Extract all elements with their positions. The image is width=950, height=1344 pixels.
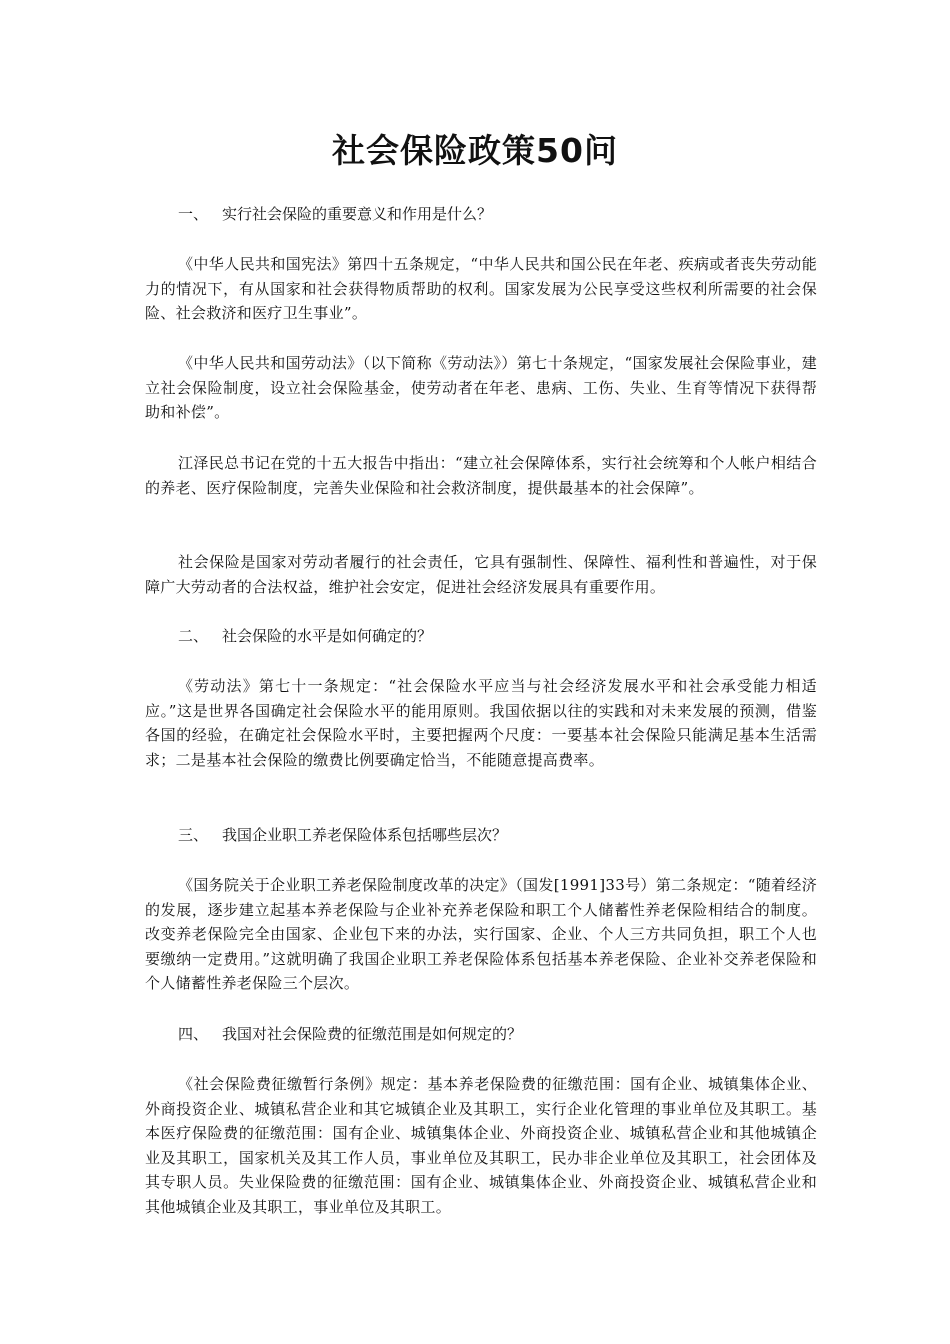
section-question: 我国对社会保险费的征缴范围是如何规定的？	[222, 1025, 523, 1043]
paragraph: 《国务院关于企业职工养老保险制度改革的决定》（国发[1991]33号）第二条规定：“随着经济的发展，逐步建立起基本养老保险与企业补充养老保险和职工个人储蓄性养老保险相结合的制度。改变养老保险完全由国家、企业包下来的办法，实行国家、企业、个人三方共同负担，职工个人也要缴纳一定费用。”这就明确了我国企业职工养老保险体系包括基本养老保险、企业补交养老保险和个人储蓄性养老保险三个层次。	[145, 876, 817, 992]
section-heading	[178, 1022, 522, 1046]
section-number: 二、	[178, 627, 209, 645]
paragraph: 《中华人民共和国劳动法》（以下简称《劳动法》）第七十条规定，“国家发展社会保险事业，建立社会保险制度，设立社会保险基金，使劳动者在年老、患病、工伤、失业、生育等情况下获得帮助和补偿”。	[145, 354, 817, 421]
paragraph: 社会保险是国家对劳动者履行的社会责任，它具有强制性、保障性、福利性和普遍性，对于保障广大劳动者的合法权益，维护社会安定，促进社会经济发展具有重要作用。	[145, 553, 817, 596]
section-heading	[178, 624, 432, 648]
section-question: 我国企业职工养老保险体系包括哪些层次？	[222, 826, 508, 844]
page-title: 社会保险政策50问	[332, 131, 618, 170]
section-heading	[178, 202, 492, 226]
section-number: 三、	[178, 826, 209, 844]
section-heading	[178, 823, 507, 847]
paragraph: 《社会保险费征缴暂行条例》规定：基本养老保险费的征缴范围：国有企业、城镇集体企业、外商投资企业、城镇私营企业和其它城镇企业及其职工，实行企业化管理的事业单位及其职工。基本医疗保险费的征缴范围：国有企业、城镇集体企业、外商投资企业、城镇私营企业和其他城镇企业及其职工，国家机关及其工作人员，事业单位及其职工，民办非企业单位及其职工，社会团体及其专职人员。失业保险费的征缴范围：国有企业、城镇集体企业、外商投资企业、城镇私营企业和其他城镇企业及其职工，事业单位及其职工。	[145, 1075, 817, 1216]
section-number: 一、	[178, 205, 209, 223]
section-number: 四、	[178, 1025, 209, 1043]
section-question: 社会保险的水平是如何确定的？	[222, 627, 433, 645]
paragraph: 《劳动法》第七十一条规定：“社会保险水平应当与社会经济发展水平和社会承受能力相适应。”这是世界各国确定社会保险水平的能用原则。我国依据以往的实践和对未来发展的预测，借鉴各国的经验，在确定社会保险水平时，主要把握两个尺度：一要基本社会保险只能满足基本生活需求；二是基本社会保险的缴费比例要确定恰当，不能随意提高费率。	[145, 677, 817, 769]
section-question: 实行社会保险的重要意义和作用是什么？	[222, 205, 493, 223]
paragraph: 江泽民总书记在党的十五大报告中指出：“建立社会保障体系，实行社会统筹和个人帐户相结合的养老、医疗保险制度，完善失业保险和社会救济制度，提供最基本的社会保障”。	[145, 454, 817, 497]
paragraph: 《中华人民共和国宪法》第四十五条规定，“中华人民共和国公民在年老、疾病或者丧失劳动能力的情况下，有从国家和社会获得物质帮助的权利。国家发展为公民享受这些权利所需要的社会保险、社会救济和医疗卫生事业”。	[145, 255, 817, 322]
